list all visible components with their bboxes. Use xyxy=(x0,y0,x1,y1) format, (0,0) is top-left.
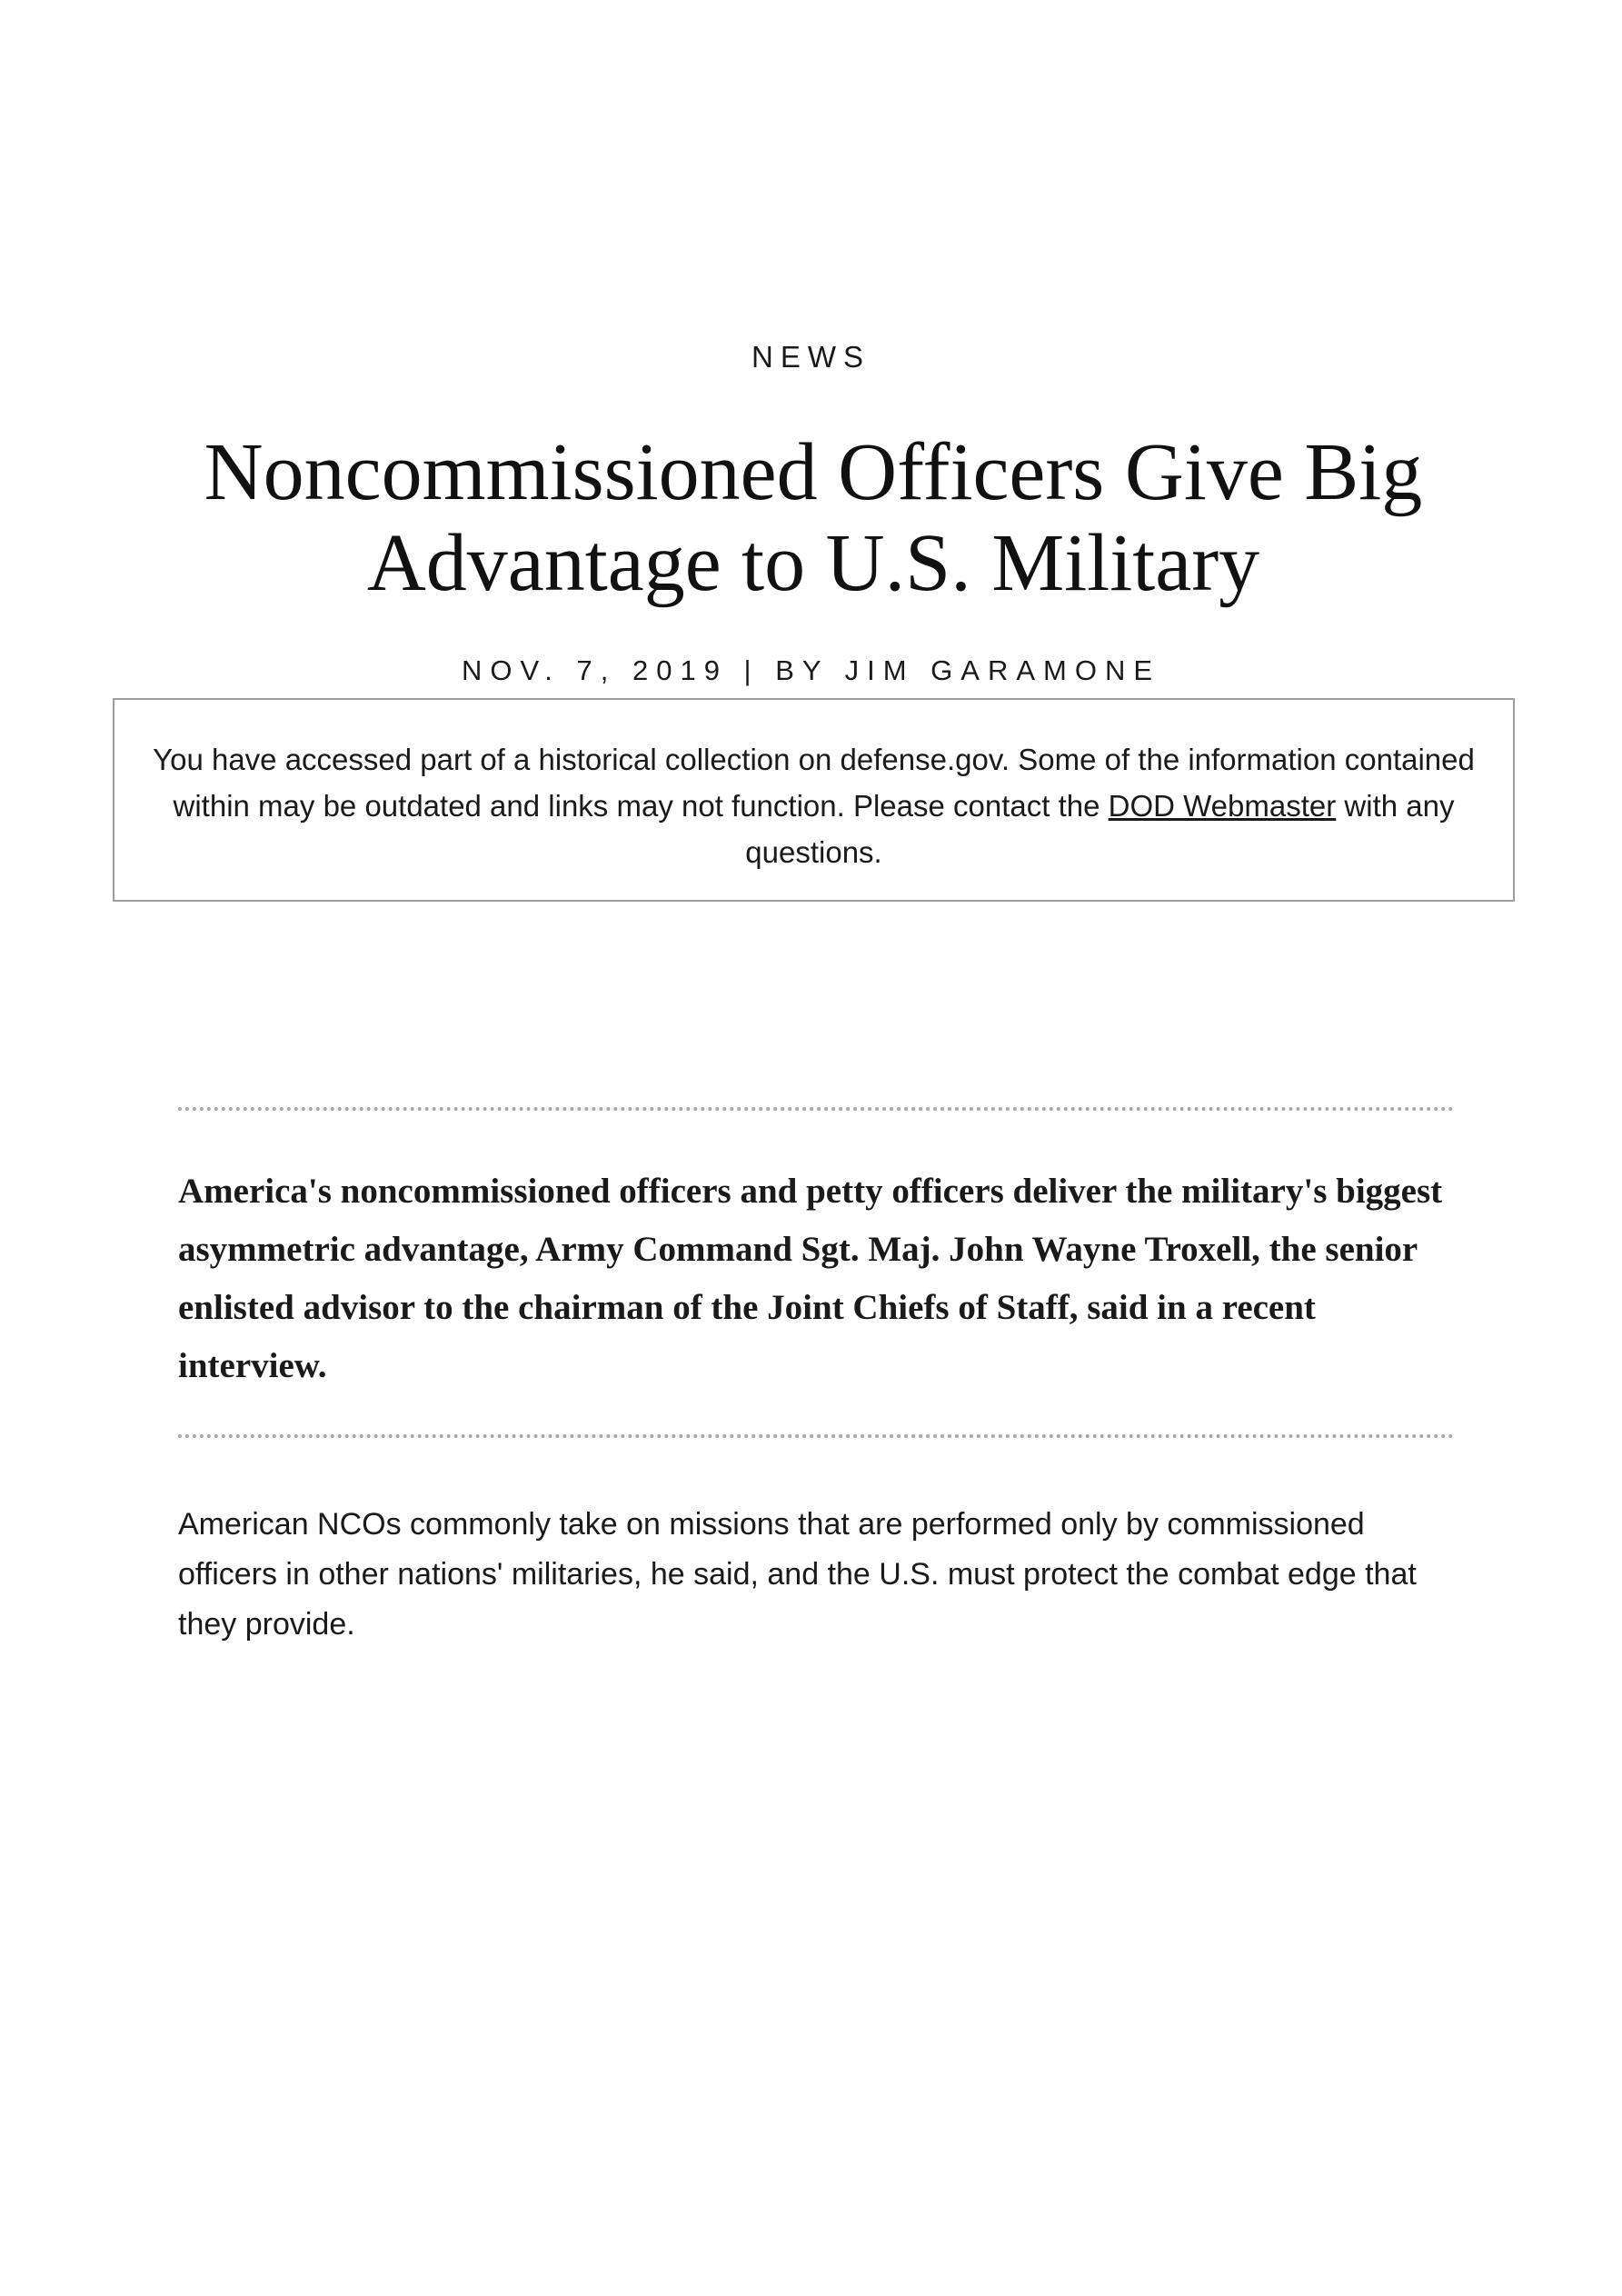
historical-notice-box xyxy=(113,698,1515,902)
dod-webmaster-link[interactable]: DOD Webmaster xyxy=(1108,789,1337,823)
article-byline: NOV. 7, 2019 | BY JIM GARAMONE xyxy=(461,654,1161,686)
lede-divider-bottom xyxy=(178,1434,1454,1438)
article-paragraph: American NCOs commonly take on missions that are performed only by commissioned officers in other nations' militaries, he said, and the U.S. must protect the combat edge that they provide. xyxy=(178,1507,1417,1642)
article-lede: America's noncommissioned officers and petty officers deliver the military's biggest asymmetric advantage, Army Command Sgt. Maj. John Wayne Troxell, the senior enlisted advisor to the chairman of the Joint Chiefs of Staff, said in a recent interview. xyxy=(178,1172,1443,1385)
article-category: NEWS xyxy=(751,340,871,374)
lede-divider-top xyxy=(178,1107,1454,1111)
notice-text-before: You have accessed part of a historical collection on defense.gov. Some of the information contained within may be outdated and links may not function. Please contact the xyxy=(153,743,1475,823)
notice-text-after: with any questions. xyxy=(745,789,1455,869)
article-title: Noncommissioned Officers Give Big Advantage to U.S. Military xyxy=(204,427,1423,608)
